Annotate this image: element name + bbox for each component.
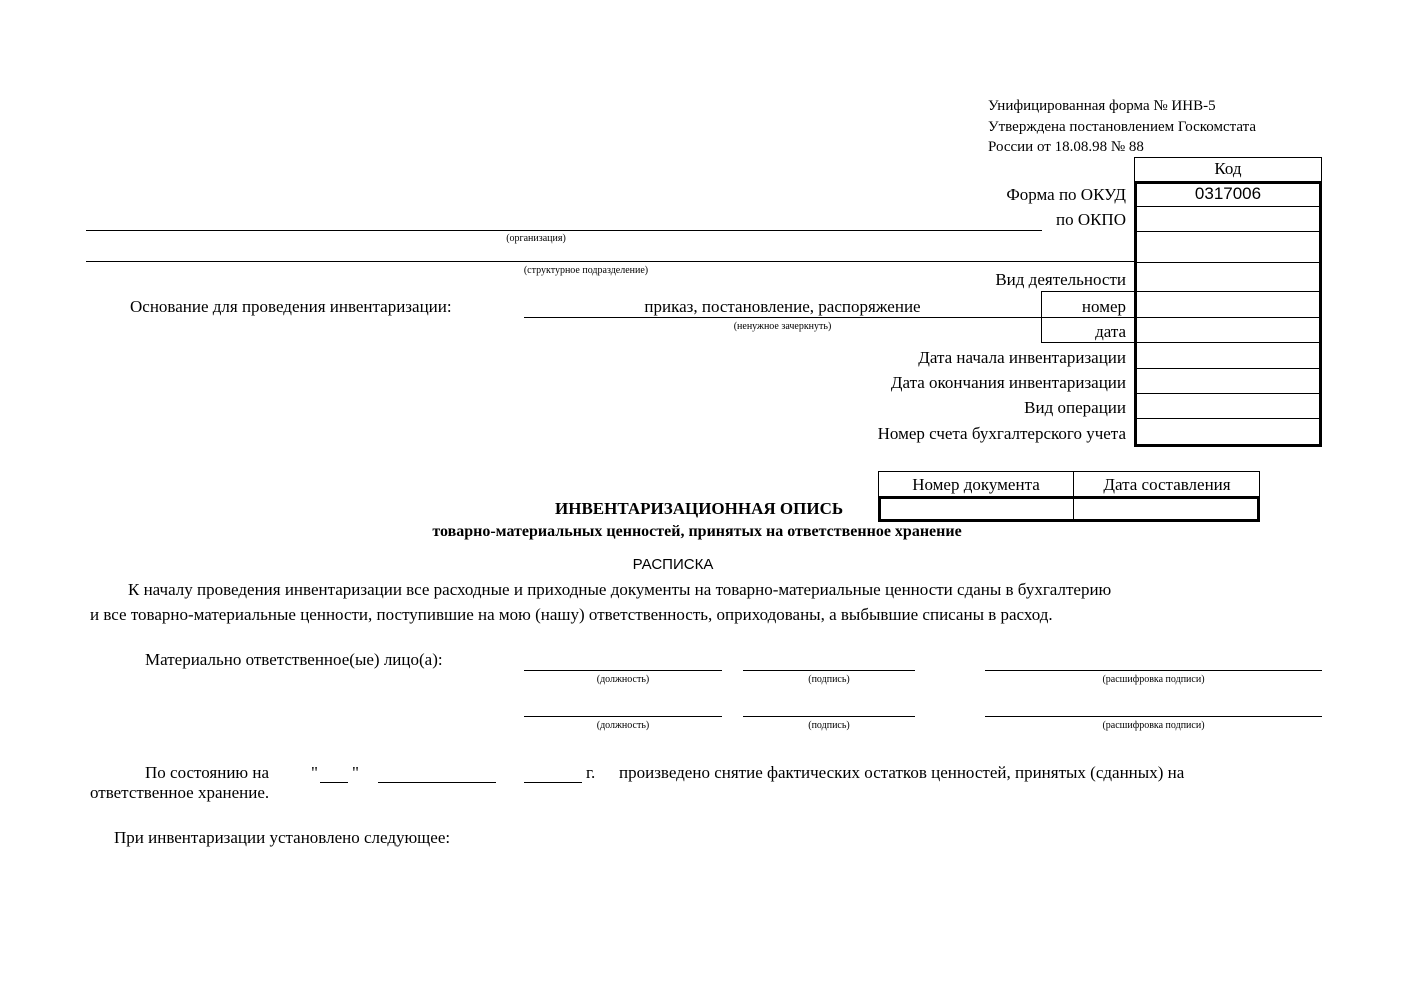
responsible-label: Материально ответственное(ые) лицо(а): (145, 650, 443, 669)
receipt-paragraph-line2: и все товарно-материальные ценности, поступившие на мою (нашу) ответственность, оприходованы, а выбывшие списаны в расход. (90, 605, 1053, 624)
approval-line: Утверждена постановлением Госкомстата (988, 119, 1257, 135)
basis-label: Основание для проведения инвентаризации: (130, 297, 452, 316)
status-year-line[interactable] (524, 782, 582, 783)
doc-subtitle: товарно-материальных ценностей, принятых на ответственное хранение (432, 523, 962, 540)
basis-date-label: дата (1095, 322, 1126, 341)
receipt-paragraph-line1: К началу проведения инвентаризации все расходные и приходные документы на товарно-материальные ценности сданы в бухгалтерию (128, 580, 1112, 599)
okud-label: Форма по ОКУД (1006, 185, 1126, 204)
position-caption-1: (должность) (596, 674, 650, 685)
codes-header-cell (1134, 157, 1322, 182)
end-date-label: Дата окончания инвентаризации (890, 373, 1126, 392)
doc-title: ИНВЕНТАРИЗАЦИОННАЯ ОПИСЬ (555, 499, 844, 518)
status-quote-close: " (352, 763, 359, 782)
status-text: произведено снятие фактических остатков ценностей, принятых (сданных) на (619, 763, 1185, 782)
status-prefix: По состоянию на (145, 763, 270, 782)
signature-line-1[interactable] (743, 670, 915, 671)
findings-label: При инвентаризации установлено следующее: (114, 828, 451, 847)
organization-line[interactable] (86, 230, 1042, 231)
doc-values-row (878, 496, 1260, 522)
status-quote-open: " (311, 763, 318, 782)
okpo-label: по ОКПО (1055, 210, 1126, 229)
start-date-label: Дата начала инвентаризации (918, 348, 1126, 367)
doc-number-header: Номер документа (912, 475, 1040, 494)
approval-date-line: России от 18.08.98 № 88 (988, 139, 1144, 155)
division-caption: (структурное подразделение) (523, 265, 649, 276)
status-month-line[interactable] (378, 782, 496, 783)
basis-line[interactable] (524, 317, 1041, 318)
position-line-2[interactable] (524, 716, 722, 717)
codes-table (1134, 181, 1322, 447)
division-line[interactable] (86, 261, 1134, 262)
decoding-caption-2: (расшифровка подписи) (1102, 720, 1205, 731)
codes-header: Код (1214, 159, 1242, 178)
position-caption-2: (должность) (596, 720, 650, 731)
doc-date-header: Дата составления (1103, 475, 1231, 494)
status-day-line[interactable] (320, 782, 348, 783)
status-text-line2: ответственное хранение. (90, 783, 270, 802)
basis-caption: (ненужное зачеркнуть) (733, 321, 832, 332)
decoding-caption-1: (расшифровка подписи) (1102, 674, 1205, 685)
basis-number-label: номер (1081, 297, 1126, 316)
operation-type-label: Вид операции (1024, 398, 1126, 417)
account-number-label: Номер счета бухгалтерского учета (877, 424, 1126, 443)
okud-code[interactable]: 0317006 (1194, 184, 1262, 203)
status-year-suffix: г. (586, 763, 596, 782)
signature-caption-2: (подпись) (808, 720, 850, 731)
decoding-line-1[interactable] (985, 670, 1322, 671)
signature-caption-1: (подпись) (808, 674, 850, 685)
activity-label: Вид деятельности (995, 270, 1126, 289)
organization-caption: (организация) (506, 233, 566, 244)
position-line-1[interactable] (524, 670, 722, 671)
form-name: Унифицированная форма № ИНВ-5 (988, 98, 1216, 114)
basis-value: приказ, постановление, распоряжение (644, 297, 921, 316)
decoding-line-2[interactable] (985, 716, 1322, 717)
receipt-title: РАСПИСКА (632, 556, 714, 573)
signature-line-2[interactable] (743, 716, 915, 717)
